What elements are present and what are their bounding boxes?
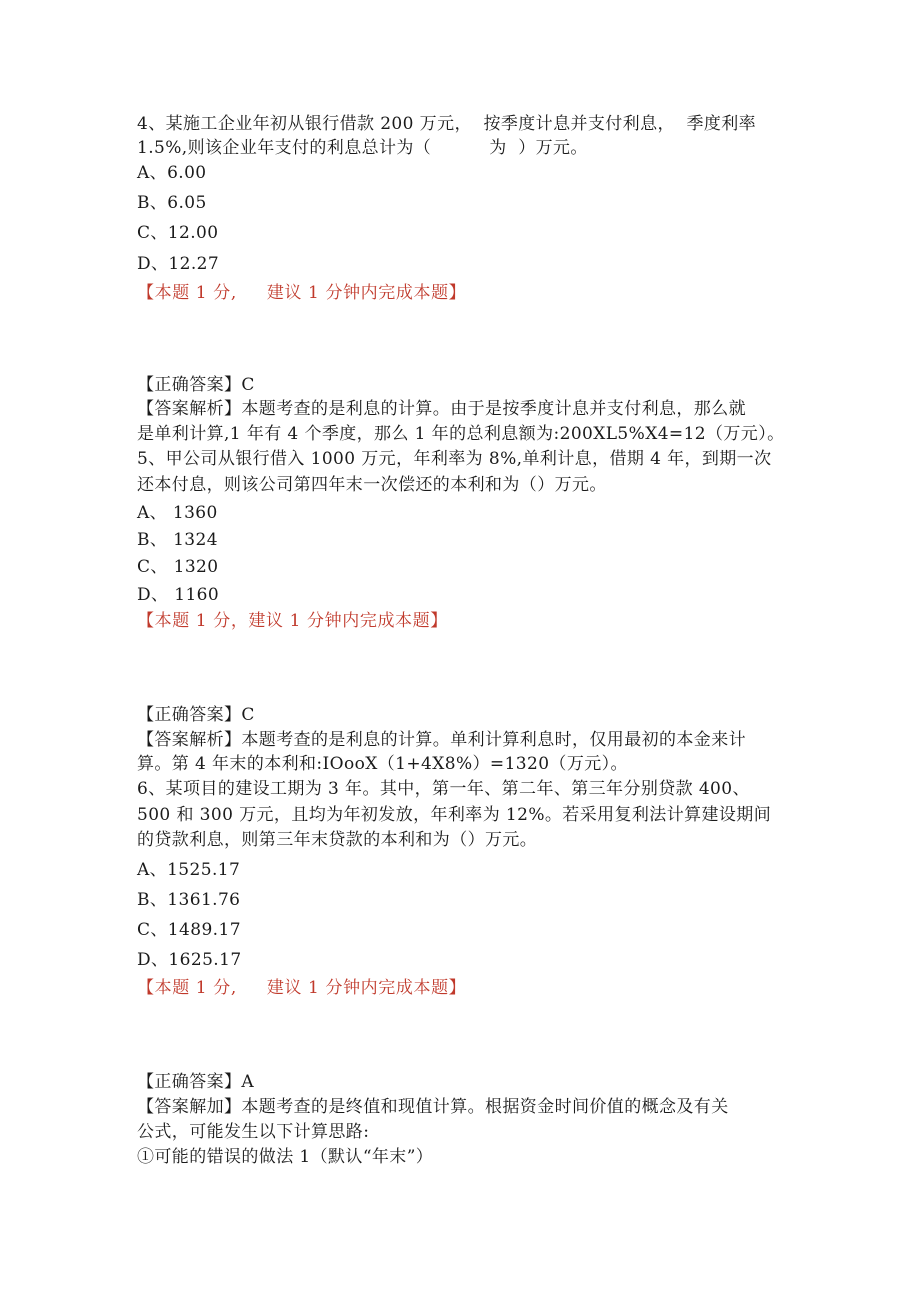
q6-stem-line3: 的贷款利息，则第三年末贷款的本利和为（）万元。 (137, 830, 538, 850)
q6-hint: 【本题 1 分, 建议 1 分钟内完成本题】 (137, 978, 467, 998)
q5-option-c: C、 1320 (137, 557, 219, 577)
q6-analysis-line1: 【答案解加】本题考查的是终值和现值计算。根据资金时间价值的概念及有关 (137, 1097, 729, 1117)
q5-option-d: D、 1160 (137, 585, 220, 605)
q5-option-a: A、 1360 (137, 503, 218, 523)
q6-answer: 【正确答案】A (137, 1072, 255, 1092)
q6-option-b: B、1361.76 (137, 890, 241, 910)
q6-option-d: D、1625.17 (137, 950, 242, 970)
q4-option-a: A、6.00 (137, 163, 207, 183)
q6-analysis-line3: ①可能的错误的做法 1（默认“年末”） (137, 1147, 434, 1167)
q4-stem-line1: 4、某施工企业年初从银行借款 200 万元， 按季度计息并支付利息， 季度利率 (137, 114, 757, 134)
q5-option-b: B、 1324 (137, 530, 218, 550)
q5-answer: 【正确答案】C (137, 705, 255, 725)
q5-hint: 【本题 1 分，建议 1 分钟内完成本题】 (137, 611, 448, 631)
q6-stem-line1: 6、某项目的建设工期为 3 年。其中，第一年、第二年、第三年分别贷款 400、 (137, 779, 750, 799)
q5-analysis-line2: 算。第 4 年末的本利和:IOooX（1+4X8%）=1320（万元）。 (137, 754, 628, 774)
q4-option-b: B、6.05 (137, 193, 207, 213)
q6-analysis-line2: 公式，可能发生以下计算思路: (137, 1122, 370, 1142)
q4-option-c: C、12.00 (137, 223, 219, 243)
q4-option-d: D、12.27 (137, 254, 220, 274)
q4-analysis-line1: 【答案解析】本题考查的是利息的计算。由于是按季度计息并支付利息，那么就 (137, 399, 746, 419)
q5-stem-line2: 还本付息，则该公司第四年末一次偿还的本利和为（）万元。 (137, 475, 607, 495)
q5-analysis-line1: 【答案解析】本题考查的是利息的计算。单利计算利息时，仅用最初的本金来计 (137, 730, 746, 750)
q6-option-c: C、1489.17 (137, 920, 241, 940)
q6-option-a: A、1525.17 (137, 860, 241, 880)
q4-analysis-line2: 是单利计算,1 年有 4 个季度，那么 1 年的总利息额为:200XL5%X4=12（万元）。 (137, 424, 785, 444)
q6-stem-line2: 500 和 300 万元，且均为年初发放，年利率为 12%。若采用复利法计算建设期间 (137, 805, 772, 825)
q5-stem-line1: 5、甲公司从银行借入 1000 万元，年利率为 8%,单利计息，借期 4 年，到期一次 (137, 449, 772, 469)
q4-stem-line2: 1.5%,则该企业年支付的利息总计为（ 为 ）万元。 (137, 138, 588, 158)
q4-hint: 【本题 1 分, 建议 1 分钟内完成本题】 (137, 283, 467, 303)
q4-answer: 【正确答案】C (137, 375, 255, 395)
